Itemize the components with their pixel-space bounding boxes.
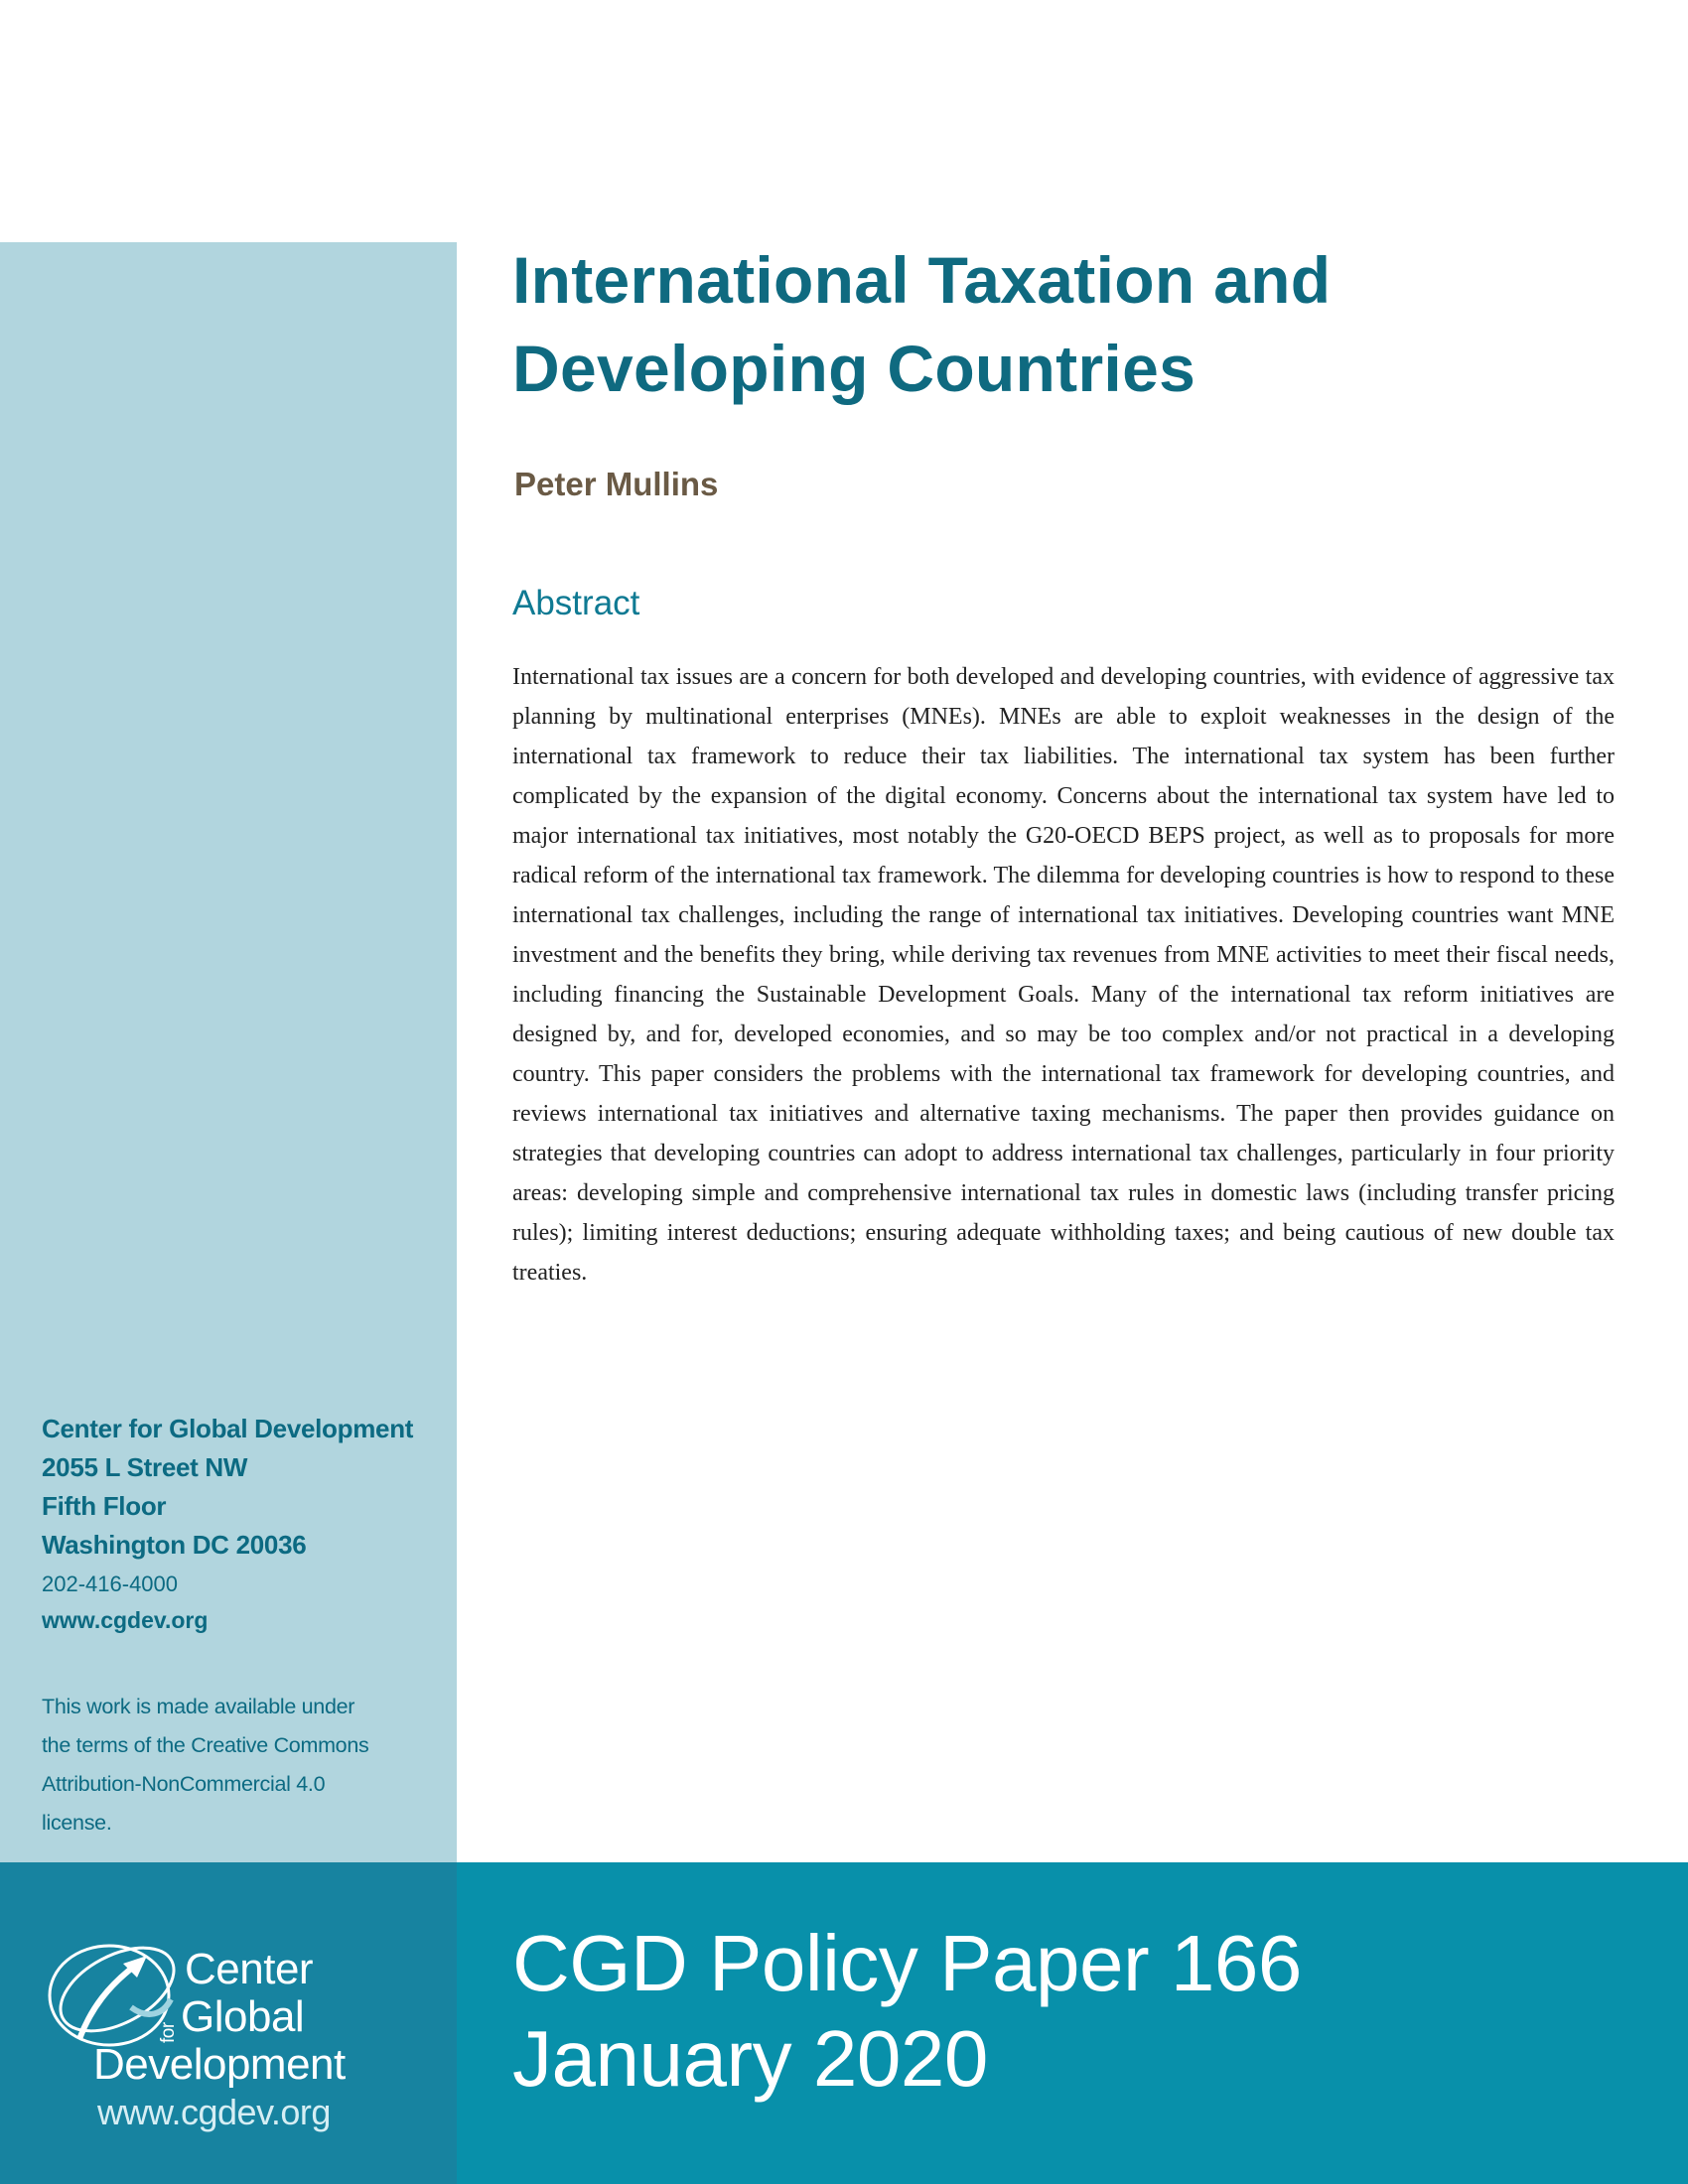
address-street: 2055 L Street NW [42, 1452, 248, 1482]
logo-word-global: Global [181, 1992, 305, 2041]
phone-number: 202-416-4000 [42, 1571, 179, 1596]
cgd-logo [40, 1928, 457, 2156]
license-line: the terms of the Creative Commons [42, 1733, 369, 1757]
series-date: January 2020 [512, 2014, 988, 2103]
license-line: This work is made available under [42, 1695, 355, 1718]
address-floor: Fifth Floor [42, 1491, 167, 1521]
paper-title: International Taxation and Developing Countries [512, 243, 1332, 405]
logo-word-for: for [158, 2022, 179, 2043]
abstract-heading: Abstract [512, 584, 640, 622]
org-name: Center for Global Development [42, 1414, 414, 1443]
license-notice [42, 1688, 429, 1843]
logo-word-development: Development [93, 2040, 346, 2089]
website-link[interactable]: www.cgdev.org [42, 1607, 209, 1633]
series-label [512, 1916, 1302, 2107]
contact-block [42, 1410, 449, 1638]
abstract-text: International tax issues are a concern for both developed and developing countries, with evidence of aggressive tax planning by multinational enterprises (MNEs). MNEs are able to exploit weaknesses in the design of the international tax framework to reduce their tax liabilities. The international tax system has been further complicated by the expansion of the digital economy. Concerns about the international tax system have led to major international tax initiatives, most notably the G20-OECD BEPS project, as well as to proposals for more radical reform of the international tax framework. The dilemma for developing countries is how to respond to these international tax challenges, including the range of international tax initiatives. Developing countries want MNE investment and the benefits they bring, while deriving tax revenues from MNE activities to meet their fiscal needs, including financing the Sustainable Development Goals. Many of the international tax reform initiatives are designed by, and for, developed economies, and so may be too complex and/or not practical in a developing country. This paper considers the problems with the international tax framework for developing countries, and reviews international tax initiatives and alternative taxing mechanisms. The paper then provides guidance on strategies that developing countries can adopt to address international tax challenges, particularly in four priority areas: developing simple and comprehensive international tax rules in domestic laws (including transfer pricing rules); limiting interest deductions; ensuring adequate withholding taxes; and being cautious of new double tax treaties. [512, 664, 1615, 1286]
series-number: CGD Policy Paper 166 [512, 1919, 1302, 2007]
logo-url[interactable]: www.cgdev.org [97, 2092, 331, 2132]
address-city: Washington DC 20036 [42, 1530, 307, 1560]
author-name: Peter Mullins [514, 466, 719, 502]
license-line: license. [42, 1811, 112, 1835]
logo-word-center: Center [185, 1945, 314, 1993]
license-line: Attribution-NonCommercial 4.0 [42, 1772, 326, 1796]
